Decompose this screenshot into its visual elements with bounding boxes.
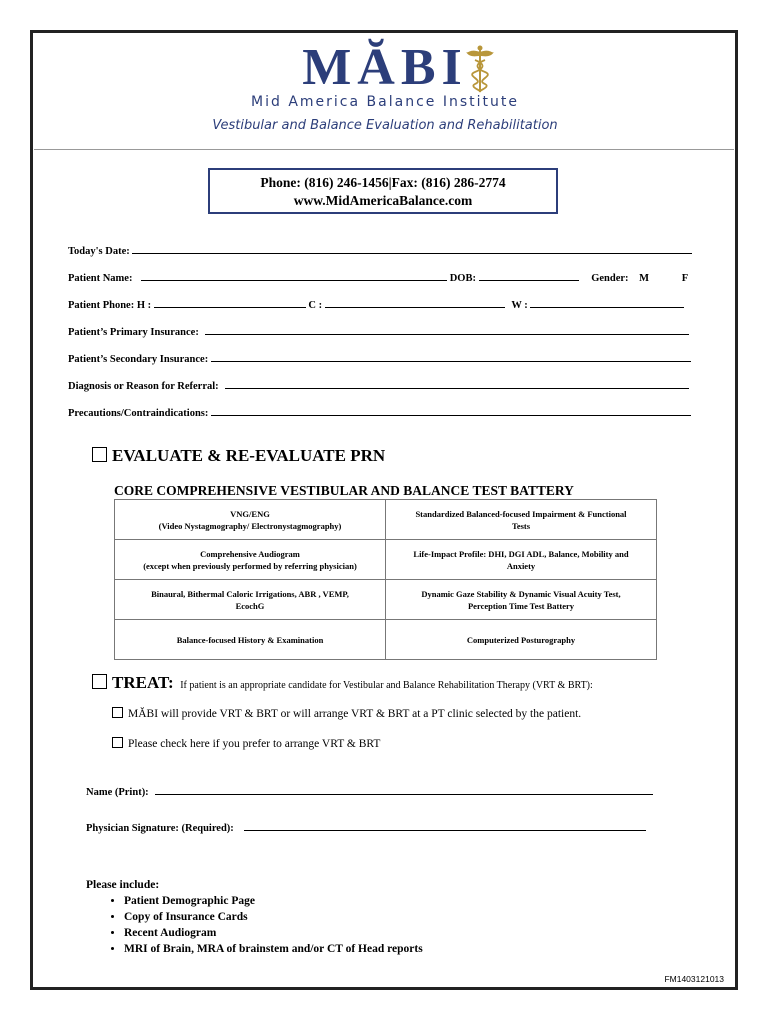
dob-line[interactable] — [479, 270, 579, 281]
list-item: • MRI of Brain, MRA of brainstem and/or CT of Head reports — [124, 941, 423, 957]
table-row — [115, 500, 657, 540]
caduceus-icon — [466, 44, 494, 94]
list-item: • Recent Audiogram — [124, 925, 423, 941]
option-mabi-provide: MĂBI will provide VRT & BRT or will arrange VRT & BRT at a PT clinic selected by the patient. — [112, 707, 581, 720]
evaluate-checkbox[interactable] — [92, 447, 107, 462]
table-cell: Dynamic Gaze Stability & Dynamic Visual Acuity Test, Perception Time Test Battery — [386, 580, 657, 620]
diagnosis-line[interactable] — [225, 378, 689, 389]
logo-wordmark: MĂBI — [302, 42, 468, 94]
option-self-arrange: Please check here if you prefer to arrange VRT & BRT — [112, 737, 380, 750]
table-row — [115, 540, 657, 580]
precautions-field: Precautions/Contraindications: — [68, 405, 691, 419]
table-cell: Computerized Posturography — [386, 620, 657, 660]
gender-m[interactable]: M — [639, 273, 650, 284]
table-row — [115, 580, 657, 620]
physician-signature-line[interactable] — [244, 820, 646, 831]
list-item: • Copy of Insurance Cards — [124, 909, 423, 925]
website: www.MidAmericaBalance.com — [293, 193, 473, 208]
table-cell: Comprehensive Audiogram (except when previously performed by referring physician) — [115, 540, 386, 580]
table-cell: Life-Impact Profile: DHI, DGI ADL, Balance, Mobility and Anxiety — [386, 540, 657, 580]
option1-checkbox[interactable] — [112, 707, 123, 718]
include-list — [86, 893, 423, 957]
table-cell: Balance-focused History & Examination — [115, 620, 386, 660]
form-code: FM1403121013 — [664, 974, 724, 984]
logo-subtitle: Mid America Balance Institute — [251, 94, 519, 110]
phone-work-line[interactable] — [530, 297, 684, 308]
logo — [0, 39, 770, 133]
phone-cell-line[interactable] — [325, 297, 505, 308]
list-item: • Patient Demographic Page — [124, 893, 423, 909]
physician-signature-field: Physician Signature: (Required): — [86, 820, 646, 834]
table-cell: Standardized Balanced-focused Impairment & Functional Tests — [386, 500, 657, 540]
phone-fax: Phone: (816) 246-1456|Fax: (816) 286-2774 — [260, 175, 506, 190]
core-battery-title: CORE COMPREHENSIVE VESTIBULAR AND BALANCE TEST BATTERY — [114, 483, 574, 498]
name-print-field: Name (Print): — [86, 784, 653, 798]
treat-heading: TREAT: If patient is an appropriate candidate for Vestibular and Balance Rehabilitation Therapy (VRT & BRT): — [92, 673, 593, 693]
todays-date-field[interactable]: Today's Date: — [68, 243, 692, 257]
todays-date-line[interactable] — [132, 243, 692, 254]
table-cell: VNG/ENG (Video Nystagmography/ Electronystagmography) — [115, 500, 386, 540]
treat-checkbox[interactable] — [92, 674, 107, 689]
patient-name-row: Patient Name: DOB: Gender: M F — [68, 270, 688, 284]
phone-home-line[interactable] — [154, 297, 306, 308]
evaluate-heading: EVALUATE & RE-EVALUATE PRN — [92, 446, 385, 466]
name-print-line[interactable] — [155, 784, 653, 795]
please-include: Please include: • Patient Demographic Page • Copy of Insurance Cards • Recent Audiogram • MRI of Brain, MRA of brainstem and/or CT of Head reports — [86, 877, 423, 957]
contact-box — [208, 168, 558, 214]
precautions-line[interactable] — [211, 405, 691, 416]
logo-tagline: Vestibular and Balance Evaluation and Rehabilitation — [212, 118, 558, 133]
table-cell: Binaural, Bithermal Caloric Irrigations, ABR , VEMP, EcochG — [115, 580, 386, 620]
option2-checkbox[interactable] — [112, 737, 123, 748]
primary-insurance-field: Patient’s Primary Insurance: — [68, 324, 689, 338]
primary-insurance-line[interactable] — [205, 324, 689, 335]
diagnosis-field: Diagnosis or Reason for Referral: — [68, 378, 689, 392]
table-row — [115, 620, 657, 660]
patient-name-line[interactable] — [141, 270, 447, 281]
secondary-insurance-field: Patient’s Secondary Insurance: — [68, 351, 691, 365]
gender-f[interactable]: F — [681, 273, 689, 284]
secondary-insurance-line[interactable] — [211, 351, 691, 362]
core-battery-table — [114, 499, 657, 660]
header-divider — [34, 149, 734, 150]
patient-phone-row: Patient Phone: H : C : W : — [68, 297, 684, 311]
